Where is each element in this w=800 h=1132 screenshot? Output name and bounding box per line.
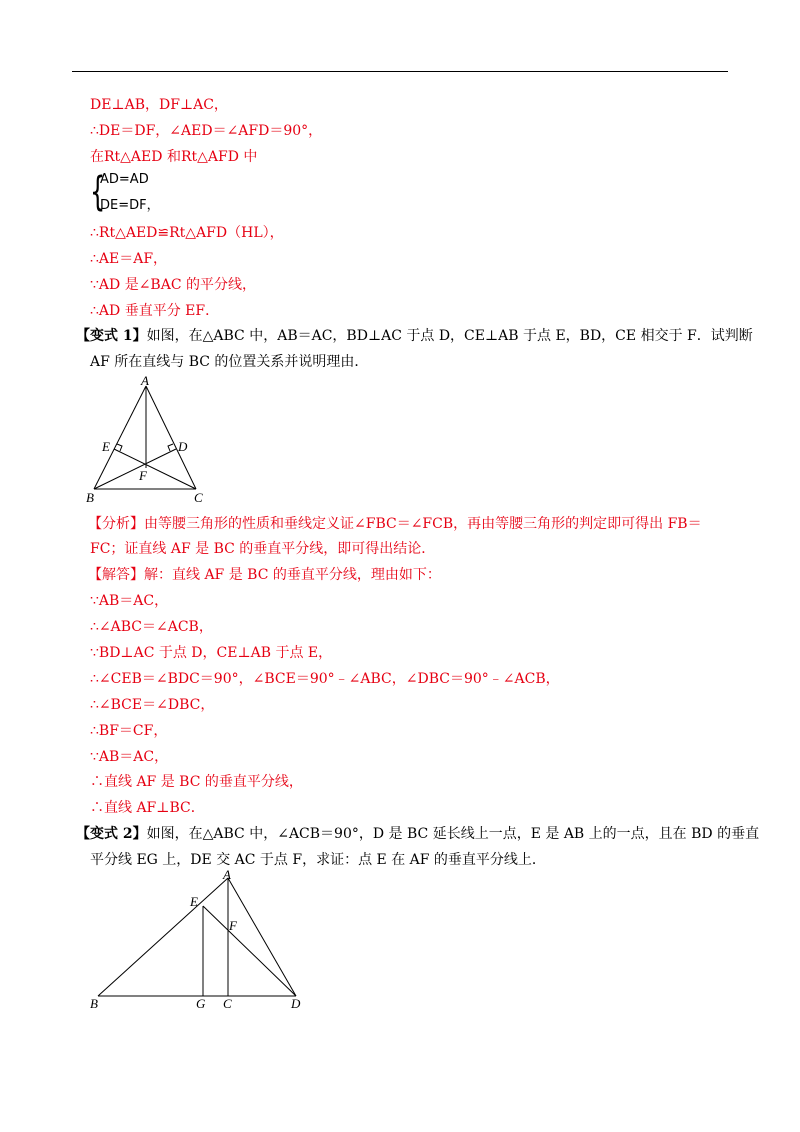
brace-symbol: { <box>90 169 106 215</box>
label-e: E <box>102 439 110 454</box>
proof-line-1: DE⊥AB，DF⊥AC， <box>90 97 228 113</box>
variant1-tag: 【变式 1】 <box>76 328 147 344</box>
answer-tag: 【解答】 <box>88 567 144 583</box>
label-f: F <box>229 918 237 933</box>
segment-ce <box>114 449 196 489</box>
variant2-figure <box>86 868 316 1018</box>
label-g: G <box>196 996 206 1011</box>
variant2-question-text: 如图，在△ABC 中，∠ACB＝90°，D 是 BC 延长线上一点，E 是 AB 上的一点，且在 BD 的垂直 <box>146 826 760 842</box>
answer-step-6: ∴BF＝CF， <box>90 723 168 739</box>
answer-step-2: ∴∠ABC＝∠ACB， <box>90 619 213 635</box>
answer-intro: 解：直线 AF 是 BC 的垂直平分线，理由如下： <box>144 567 441 583</box>
system-eq-2: DE=DF， <box>100 198 160 213</box>
answer-step-9: ∴直线 AF⊥BC． <box>90 800 205 816</box>
segment-de <box>203 906 296 996</box>
proof-line-2: ∴DE＝DF，∠AED＝∠AFD＝90°， <box>90 123 323 139</box>
answer-step-8: ∴直线 AF 是 BC 的垂直平分线， <box>90 774 303 790</box>
variant2-tag: 【变式 2】 <box>76 826 147 842</box>
proof-line-5: ∴AE＝AF， <box>90 251 168 267</box>
proof-line-3: 在Rt△AED 和Rt△AFD 中 <box>90 149 258 165</box>
side-ab <box>98 878 228 996</box>
answer-step-3: ∵BD⊥AC 于点 D，CE⊥AB 于点 E， <box>90 645 333 661</box>
label-c: C <box>223 996 232 1011</box>
variant2-question-line2: 平分线 EG 上，DE 交 AC 于点 F，求证：点 E 在 AF 的垂直平分线上． <box>90 852 546 868</box>
answer-step-1: ∵AB＝AC， <box>90 593 169 609</box>
label-d: D <box>178 439 188 454</box>
label-a: A <box>141 373 149 388</box>
answer-head <box>88 565 441 585</box>
right-angle-mark-d <box>168 444 173 451</box>
answer-step-7: ∵AB＝AC， <box>90 749 169 765</box>
proof-line-4: ∴Rt△AED≌Rt△AFD（HL）， <box>90 225 284 241</box>
segment-bd <box>94 449 176 489</box>
analysis-line-1: 【分析】由等腰三角形的性质和垂线定义证∠FBC＝∠FCB，再由等腰三角形的判定即可得出 FB＝ <box>88 516 702 532</box>
label-d: D <box>291 996 301 1011</box>
side-ad <box>228 878 296 996</box>
variant1-question-text: 如图，在△ABC 中，AB＝AC，BD⊥AC 于点 D，CE⊥AB 于点 E，BD，CE 相交于 F．试判断 <box>146 328 753 344</box>
analysis-line-2: FC；证直线 AF 是 BC 的垂直平分线，即可得出结论． <box>90 541 436 557</box>
variant2-question-line1 <box>76 824 759 844</box>
label-c: C <box>194 490 203 505</box>
side-ac <box>146 386 196 489</box>
proof-line-6: ∵AD 是∠BAC 的平分线， <box>90 277 256 293</box>
answer-step-4: ∴∠CEB＝∠BDC＝90°，∠BCE＝90°﹣∠ABC，∠DBC＝90°﹣∠ACB， <box>90 671 560 687</box>
label-b: B <box>90 996 98 1011</box>
variant1-figure <box>84 372 214 506</box>
label-e: E <box>190 894 198 909</box>
system-eq-1: AD=AD <box>100 172 149 187</box>
equation-system <box>90 170 210 216</box>
header-rule <box>72 71 728 72</box>
label-f: F <box>139 468 147 483</box>
label-b: B <box>86 490 94 505</box>
variant1-question-line2: AF 所在直线与 BC 的位置关系并说明理由． <box>90 354 369 370</box>
right-angle-mark-e <box>117 444 122 451</box>
label-a: A <box>223 868 231 882</box>
proof-line-7: ∴AD 垂直平分 EF． <box>90 303 220 319</box>
variant1-question-line1 <box>76 326 753 346</box>
answer-step-5: ∴∠BCE＝∠DBC， <box>90 697 215 713</box>
